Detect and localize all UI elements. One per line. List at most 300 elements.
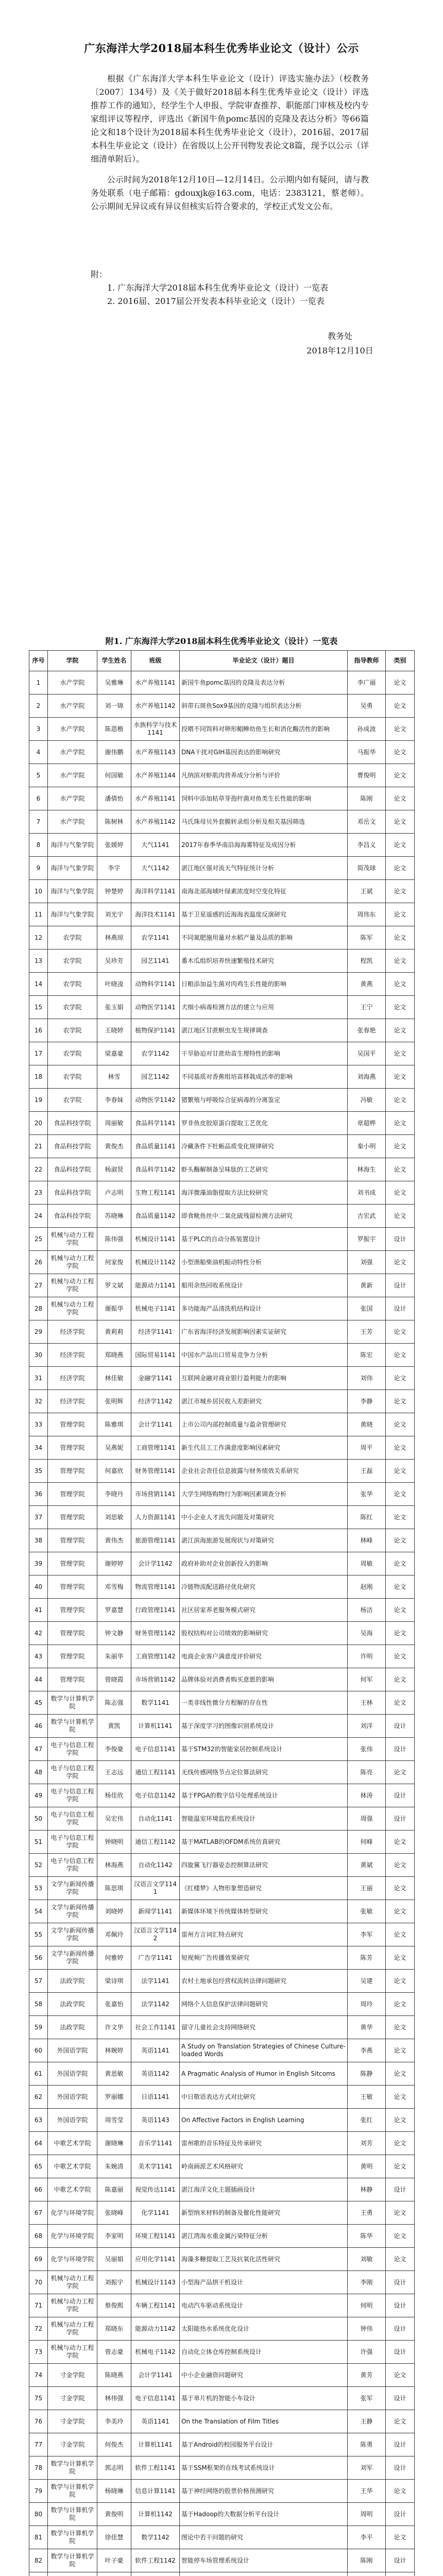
table-cell: On Affective Factors in English Learning bbox=[180, 2109, 348, 2132]
table-row bbox=[29, 1112, 415, 1135]
table-cell: 林婉婷 bbox=[97, 2039, 131, 2062]
table-cell: 51 bbox=[29, 1831, 48, 1854]
table-cell: 干旱胁迫对甘蔗幼苗生理特性的影响 bbox=[180, 1042, 348, 1065]
table-cell: 数学与计算机学院 bbox=[48, 2503, 97, 2526]
table-cell: 水产养殖1141 bbox=[131, 671, 180, 694]
table-cell: 林涛 bbox=[348, 1784, 386, 1807]
table-cell: 农学院 bbox=[48, 1019, 97, 1042]
table-cell: 软件工程1142 bbox=[131, 2549, 180, 2572]
table-cell: 43 bbox=[29, 1645, 48, 1668]
table-cell: 不同氮肥施用量对水稻产量及品质的影响 bbox=[180, 926, 348, 950]
table-cell: 基于卫星遥感的近海海表温度反演研究 bbox=[180, 903, 348, 926]
table-cell: 何雅婷 bbox=[97, 1946, 131, 1970]
table-cell: 60 bbox=[29, 2039, 48, 2062]
table-cell: 斜带石斑鱼Sox9基因的克隆与组织表达分析 bbox=[180, 694, 348, 718]
table-cell: 马振华 bbox=[348, 741, 386, 764]
table-cell: 44 bbox=[29, 1668, 48, 1691]
table-cell: 海洋与气象学院 bbox=[48, 857, 97, 880]
table-cell: 论文 bbox=[386, 1854, 415, 1877]
table-cell: 黄莉莉 bbox=[97, 1320, 131, 1344]
table-cell: 钟文静 bbox=[97, 1622, 131, 1645]
table-cell: 65 bbox=[29, 2155, 48, 2178]
table-cell: 29 bbox=[29, 1320, 48, 1344]
table-cell: 邓佩玲 bbox=[97, 1923, 131, 1946]
table-cell: 农村土地承包经营权流转法律问题研究 bbox=[180, 1970, 348, 1993]
table-cell bbox=[348, 2572, 386, 2576]
table-cell: 71 bbox=[29, 2294, 48, 2317]
table-cell: 论文 bbox=[386, 671, 415, 694]
table-cell: 张伟 bbox=[348, 1738, 386, 1761]
table-cell: 机械与动力工程学院 bbox=[48, 2271, 97, 2294]
table-cell: 42 bbox=[29, 1622, 48, 1645]
table-cell: 王晓婷 bbox=[97, 1019, 131, 1042]
table-row bbox=[29, 2526, 415, 2549]
table-cell: 谢晓琳 bbox=[97, 2132, 131, 2155]
table-cell: 黄思敏 bbox=[97, 2062, 131, 2086]
table-cell: 英语1143 bbox=[131, 2109, 180, 2132]
table-cell: 王林 bbox=[348, 1691, 386, 1715]
table-cell: 刘洋 bbox=[348, 1715, 386, 1738]
table-row bbox=[29, 834, 415, 857]
table-cell: 会计学1141 bbox=[131, 1413, 180, 1436]
table-cell: 论文 bbox=[386, 926, 415, 950]
table-cell: 管理学院 bbox=[48, 1483, 97, 1506]
table-cell: 33 bbox=[29, 1413, 48, 1436]
table-cell: 12 bbox=[29, 926, 48, 950]
table-cell: 陈嘉丽 bbox=[97, 2178, 131, 2201]
table-cell: 17 bbox=[29, 1042, 48, 1065]
table-cell: 水产养殖1144 bbox=[131, 764, 180, 787]
table-cell: 82 bbox=[29, 2549, 48, 2572]
table-cell: 农学院 bbox=[48, 1042, 97, 1065]
table-cell: 饲料中添加枯草芽孢杆菌对鱼类生长性能的影响 bbox=[180, 787, 348, 810]
table-cell: 寸金学院 bbox=[48, 2433, 97, 2456]
table-cell: 设计 bbox=[386, 2549, 415, 2572]
table-cell: 岭南画派艺术风格研究 bbox=[180, 2155, 348, 2178]
table-cell: 会计学1142 bbox=[131, 1552, 180, 1575]
table-cell: 2017年春季华南沿海海雾特征及成因分析 bbox=[180, 834, 348, 857]
table-cell: 文学与新闻传播学院 bbox=[48, 1946, 97, 1970]
table-cell: 11 bbox=[29, 903, 48, 926]
table-cell: 论文 bbox=[386, 2526, 415, 2549]
table-cell: 论文 bbox=[386, 741, 415, 764]
table-cell: 论文 bbox=[386, 1599, 415, 1622]
table-row bbox=[29, 1645, 415, 1668]
table-row bbox=[29, 1344, 415, 1367]
table-cell: 林佳敏 bbox=[97, 1367, 131, 1390]
table-cell: 53 bbox=[29, 1877, 48, 1900]
table-cell: 日语1141 bbox=[131, 2086, 180, 2109]
table-cell: 张晓峰 bbox=[97, 2201, 131, 2225]
table-cell: 李春妹 bbox=[97, 1089, 131, 1112]
table-cell: 论文 bbox=[386, 2480, 415, 2503]
table-row bbox=[29, 671, 415, 694]
table-row bbox=[29, 1228, 415, 1251]
table-cell: 论文 bbox=[386, 1344, 415, 1367]
table-cell: 食品质量1141 bbox=[131, 1135, 180, 1158]
table-cell: 水产学院 bbox=[48, 787, 97, 810]
table-cell: 中歌艺术学院 bbox=[48, 2132, 97, 2155]
table-cell: 杨淑贤 bbox=[97, 1158, 131, 1181]
table-cell: 财务管理1142 bbox=[131, 1622, 180, 1645]
table-cell: 外国语学院 bbox=[48, 2086, 97, 2109]
table-cell: 郑晓燕 bbox=[97, 1344, 131, 1367]
announcement-body bbox=[91, 72, 369, 213]
table-cell: 李昌义 bbox=[348, 834, 386, 857]
page-title: 广东海洋大学2018届本科生优秀毕业论文（设计）公示 bbox=[84, 42, 359, 55]
table-cell: 社会工作1141 bbox=[131, 2016, 180, 2039]
table-cell: 67 bbox=[29, 2201, 48, 2225]
table-cell: 论文 bbox=[386, 1460, 415, 1483]
table-cell: 设计 bbox=[386, 1784, 415, 1807]
table-cell: 一类非线性微分方程解的存在性 bbox=[180, 1691, 348, 1715]
table-cell: 设计 bbox=[386, 2433, 415, 2456]
table-cell: 黄俊明 bbox=[97, 2503, 131, 2526]
table-cell: 苏晓琳 bbox=[97, 1205, 131, 1228]
table-row bbox=[29, 2456, 415, 2480]
table-cell: 周丽敏 bbox=[97, 1112, 131, 1135]
table-cell: 论文 bbox=[386, 1761, 415, 1784]
table-row bbox=[29, 1761, 415, 1784]
table-cell: 管理学院 bbox=[48, 1413, 97, 1436]
table-cell: 78 bbox=[29, 2456, 48, 2480]
table-row bbox=[29, 2016, 415, 2039]
table-cell: A Study on Translation Strategies of Chinese Culture-loaded Words bbox=[180, 2039, 348, 2062]
table-cell: 中歌艺术学院 bbox=[48, 2155, 97, 2178]
table-cell: 法政学院 bbox=[48, 2016, 97, 2039]
table-row bbox=[29, 2155, 415, 2178]
table-cell: 文学与新闻传播学院 bbox=[48, 1877, 97, 1900]
table-row bbox=[29, 2086, 415, 2109]
table-cell: 杨晓琳 bbox=[97, 2480, 131, 2503]
table-cell: 55 bbox=[29, 1923, 48, 1946]
table-cell: 54 bbox=[29, 1900, 48, 1923]
table-row bbox=[29, 2549, 415, 2572]
table-cell: 视觉传达1141 bbox=[131, 2178, 180, 2201]
table-cell: 数学与计算机学院 bbox=[48, 2480, 97, 2503]
table1-header-row bbox=[29, 651, 415, 671]
table-cell: 76 bbox=[29, 2410, 48, 2433]
table-cell: 管理学院 bbox=[48, 1599, 97, 1622]
table-cell: 李家明 bbox=[97, 2225, 131, 2248]
table-row bbox=[29, 973, 415, 996]
table-cell: 叶晓凌 bbox=[97, 973, 131, 996]
table-row bbox=[29, 1970, 415, 1993]
attachment-list bbox=[91, 268, 369, 308]
table-row bbox=[29, 1993, 415, 2016]
table-cell: 49 bbox=[29, 1784, 48, 1807]
table-cell: 郭志明 bbox=[97, 2456, 131, 2480]
table-cell: 中日敬语表达方式对比研究 bbox=[180, 2086, 348, 2109]
table-cell: 罗振宇 bbox=[348, 1228, 386, 1251]
table-cell: 论文 bbox=[386, 2132, 415, 2155]
table-cell: 机械电子1142 bbox=[131, 2341, 180, 2364]
table-cell: 2 bbox=[29, 694, 48, 718]
table-cell: 论文 bbox=[386, 1506, 415, 1529]
table-cell: 陈勇 bbox=[348, 2433, 386, 2456]
table-cell: 机械设计1143 bbox=[131, 2271, 180, 2294]
table-cell: 论文 bbox=[386, 950, 415, 973]
table-cell: 上市公司内部控制质量与盈余管理研究 bbox=[180, 1413, 348, 1436]
table-cell: 31 bbox=[29, 1367, 48, 1390]
table-cell: 钟伟 bbox=[348, 2317, 386, 2341]
table-cell: 58 bbox=[29, 1993, 48, 2016]
table-cell: 化学与环境学院 bbox=[48, 2225, 97, 2248]
table-cell: 陈伟强 bbox=[97, 1228, 131, 1251]
table-cell: 管理学院 bbox=[48, 1436, 97, 1460]
table-cell: 论文 bbox=[386, 1112, 415, 1135]
table-row bbox=[29, 2132, 415, 2155]
table-row bbox=[29, 694, 415, 718]
table-cell: 会计学1141 bbox=[131, 2364, 180, 2387]
table1-header-cell: 学院 bbox=[48, 651, 97, 671]
table-row bbox=[29, 2317, 415, 2341]
table-cell: 王斌 bbox=[348, 880, 386, 903]
table-cell: 设计 bbox=[386, 2178, 415, 2201]
table-row bbox=[29, 926, 415, 950]
table-cell: 外国语学院 bbox=[48, 2109, 97, 2132]
table-cell: 25 bbox=[29, 1228, 48, 1251]
table-cell: 电子与信息工程学院 bbox=[48, 1784, 97, 1807]
table-cell: 政府补助对企业创新投入的影响 bbox=[180, 1552, 348, 1575]
table-cell: 海洋科学1141 bbox=[131, 880, 180, 903]
table-cell: 论文 bbox=[386, 1691, 415, 1715]
table-cell: 短视频广告传播效果研究 bbox=[180, 1946, 348, 1970]
table-cell: 水产养殖1141 bbox=[131, 787, 180, 810]
table-cell: 朱丽华 bbox=[97, 1645, 131, 1668]
table-cell: 论文 bbox=[386, 2201, 415, 2225]
table-cell: 国际贸易1141 bbox=[131, 1344, 180, 1367]
table-cell: 机械与动力工程学院 bbox=[48, 1228, 97, 1251]
table-cell: 论文 bbox=[386, 903, 415, 926]
table-cell: 7 bbox=[29, 810, 48, 834]
table-cell: 朱婉清 bbox=[97, 2155, 131, 2178]
table-cell: 刘振宇 bbox=[97, 2271, 131, 2294]
table-cell: 32 bbox=[29, 1390, 48, 1413]
table-row bbox=[29, 1158, 415, 1181]
table-cell: 黄新 bbox=[348, 1274, 386, 1297]
table-cell: 王静 bbox=[348, 2410, 386, 2433]
table-cell: 69 bbox=[29, 2248, 48, 2271]
table-cell: 14 bbox=[29, 973, 48, 996]
table-cell: 许文华 bbox=[97, 2016, 131, 2039]
table-cell: 市场营销1141 bbox=[131, 1483, 180, 1506]
table-cell: 赵刚 bbox=[348, 1575, 386, 1599]
table-cell: 论文 bbox=[386, 810, 415, 834]
table-cell: 大气1141 bbox=[131, 834, 180, 857]
table-cell: 金融学1141 bbox=[131, 1367, 180, 1390]
table-cell: 刘敏 bbox=[348, 2248, 386, 2271]
table-cell: 财务管理1141 bbox=[131, 1460, 180, 1483]
table-cell: 植物保护1141 bbox=[131, 1019, 180, 1042]
table-cell: 66 bbox=[29, 2178, 48, 2201]
table-cell: 软件工程1141 bbox=[131, 2456, 180, 2480]
table-cell: 计算机1142 bbox=[131, 2503, 180, 2526]
table-cell: 大学生网络购物行为影响因素调查分析 bbox=[180, 1483, 348, 1506]
table-cell: 设计 bbox=[386, 2271, 415, 2294]
table-cell: 5 bbox=[29, 764, 48, 787]
table-row bbox=[29, 996, 415, 1019]
table-cell: 人力资源1141 bbox=[131, 1506, 180, 1529]
table-cell: 陈恩楷 bbox=[97, 718, 131, 741]
attachment-item-2: 2. 2016届、2017届公开发表本科毕业论文（设计）一览表 bbox=[107, 296, 325, 306]
table-cell: 论文 bbox=[386, 2410, 415, 2433]
table-cell: 3 bbox=[29, 718, 48, 741]
table-cell: 论文 bbox=[386, 1645, 415, 1668]
table-cell: 能源动力1142 bbox=[131, 2317, 180, 2341]
table-cell: 网络个人信息保护法律问题研究 bbox=[180, 1993, 348, 2016]
table-cell: 刘强 bbox=[348, 1251, 386, 1274]
table-cell: 许强 bbox=[348, 2341, 386, 2364]
table-cell: 四旋翼飞行器姿态控制算法研究 bbox=[180, 1854, 348, 1877]
table-cell: 法学1141 bbox=[131, 1970, 180, 1993]
table-row bbox=[29, 2039, 415, 2062]
table-cell: 陈静 bbox=[348, 2062, 386, 2086]
table-cell: 外国语学院 bbox=[48, 2039, 97, 2062]
table-cell: 电子与信息工程学院 bbox=[48, 1831, 97, 1854]
table-cell: 智能停车场管理系统设计 bbox=[180, 2549, 348, 2572]
table-cell: 林海燕 bbox=[97, 1854, 131, 1877]
table-cell: 管理学院 bbox=[48, 1552, 97, 1575]
table-cell: 75 bbox=[29, 2387, 48, 2410]
table-cell: 王华 bbox=[348, 2480, 386, 2503]
table-cell: 经济学院 bbox=[48, 1390, 97, 1413]
table-cell: 论文 bbox=[386, 973, 415, 996]
table-cell: 77 bbox=[29, 2433, 48, 2456]
table-row bbox=[29, 2572, 415, 2576]
table-cell: 论文 bbox=[386, 2248, 415, 2271]
table-cell: 35 bbox=[29, 1460, 48, 1483]
table-row bbox=[29, 718, 415, 741]
table-cell: 设计 bbox=[386, 1297, 415, 1320]
table-cell: 王宁 bbox=[348, 996, 386, 1019]
table-row bbox=[29, 1089, 415, 1112]
table-cell: 李平 bbox=[348, 2526, 386, 2549]
table-cell: 企业社会责任信息披露与财务绩效关系研究 bbox=[180, 1460, 348, 1483]
table-cell: 法政学院 bbox=[48, 1993, 97, 2016]
table-cell: 新生代员工工作满意度影响因素研究 bbox=[180, 1436, 348, 1460]
table-cell: 机械设计1142 bbox=[131, 1251, 180, 1274]
table-row bbox=[29, 1367, 415, 1390]
table-cell: 周明 bbox=[348, 2503, 386, 2526]
table-cell: 新型纳米材料的制备及催化性能研究 bbox=[180, 2201, 348, 2225]
table-cell: 论文 bbox=[386, 996, 415, 1019]
table-cell: 农学院 bbox=[48, 926, 97, 950]
table-cell: 基于Hadoop的大数据分析平台设计 bbox=[180, 2503, 348, 2526]
table-cell: 15 bbox=[29, 996, 48, 1019]
table-cell: 论文 bbox=[386, 1251, 415, 1274]
table-cell: 24 bbox=[29, 1205, 48, 1228]
table-row bbox=[29, 2387, 415, 2410]
table-cell: 不同基质对香蕉组培苗移栽成活率的影响 bbox=[180, 1065, 348, 1089]
table-cell: 吴燕妮 bbox=[97, 1436, 131, 1460]
table-cell: 智能温室环境监控系统设计 bbox=[180, 1807, 348, 1831]
table-cell: 论文 bbox=[386, 1877, 415, 1900]
table-cell: 农学院 bbox=[48, 996, 97, 1019]
table-cell: 孙成波 bbox=[348, 718, 386, 741]
table-cell: 中小企业融资问题研究 bbox=[180, 2364, 348, 2387]
table-cell: 信息计算1141 bbox=[131, 2480, 180, 2503]
table-cell: 化学1141 bbox=[131, 2201, 180, 2225]
table-cell: 设计 bbox=[386, 1715, 415, 1738]
table-cell: 22 bbox=[29, 1158, 48, 1181]
table-cell: 论文 bbox=[386, 1089, 415, 1112]
table-cell: 船用余热回收系统设计 bbox=[180, 1274, 348, 1297]
table-cell: 41 bbox=[29, 1599, 48, 1622]
table-row bbox=[29, 1205, 415, 1228]
table-cell: 曾志豪 bbox=[97, 2341, 131, 2364]
table-cell: 基于神经网络的股票价格预测研究 bbox=[180, 2480, 348, 2503]
table-cell: 社区居家养老服务模式研究 bbox=[180, 1599, 348, 1622]
table-cell: 论文 bbox=[386, 1158, 415, 1181]
table-cell: 管理学院 bbox=[48, 1460, 97, 1483]
table-row bbox=[29, 2271, 415, 2294]
table-cell: 经济学1141 bbox=[131, 1320, 180, 1344]
table-cell: 张军 bbox=[348, 2387, 386, 2410]
table-cell: 海洋技术1141 bbox=[131, 903, 180, 926]
table-row bbox=[29, 857, 415, 880]
table-cell: 海洋与气象学院 bbox=[48, 880, 97, 903]
table-cell bbox=[180, 2572, 348, 2576]
table-cell bbox=[386, 2572, 415, 2576]
table-cell: 农学1141 bbox=[131, 926, 180, 950]
table-cell: 电子与信息工程学院 bbox=[48, 1761, 97, 1784]
table-cell: 林海生 bbox=[348, 1158, 386, 1181]
table-cell: 梁诗琪 bbox=[97, 1970, 131, 1993]
table-cell: 何明 bbox=[348, 2294, 386, 2317]
table-cell: 杨洁 bbox=[348, 1599, 386, 1622]
table-cell: 林静 bbox=[348, 2178, 386, 2201]
table-cell: 章超桦 bbox=[348, 1112, 386, 1135]
table-row bbox=[29, 1506, 415, 1529]
table-cell: 70 bbox=[29, 2271, 48, 2294]
table-row bbox=[29, 2109, 415, 2132]
paragraph-1: 根据《广东海洋大学本科生毕业论文（设计）评选实施办法》（校教务〔2007〕134号）及《关于做好2018届本科生优秀毕业论文（设计）评选推荐工作的通知》，经学生个人申报、学院审查推荐、职能部门审核及校内专家组评议等程序，评选出《新国牛鱼pomc基因的克隆及表达分析》等66篇论文和18个设计为2018届本科生优秀毕业论文（设计），2016届、2017届本科生毕业论文（设计）在省级以上公开刊物发表论文8篇，现予以公示（详细清单附后）。 bbox=[91, 74, 369, 164]
table-cell: 简茂球 bbox=[348, 857, 386, 880]
table-cell: 黄华 bbox=[348, 2016, 386, 2039]
table-cell: 文学与新闻传播学院 bbox=[48, 1900, 97, 1923]
table-row bbox=[29, 1181, 415, 1205]
table-cell: 47 bbox=[29, 1738, 48, 1761]
table-row bbox=[29, 880, 415, 903]
table-cell: 4 bbox=[29, 741, 48, 764]
table-cell: 英语1141 bbox=[131, 2039, 180, 2062]
table-cell: 16 bbox=[29, 1019, 48, 1042]
table1-header-cell: 学生姓名 bbox=[97, 651, 131, 671]
table-row bbox=[29, 1831, 415, 1854]
table-cell: 基于STM32的智能家居控制系统设计 bbox=[180, 1738, 348, 1761]
table-cell: 水产学院 bbox=[48, 694, 97, 718]
table-cell: 李宇 bbox=[97, 857, 131, 880]
table-cell: 48 bbox=[29, 1761, 48, 1784]
table-cell: 电子信息1141 bbox=[131, 1738, 180, 1761]
table-cell: 海藻多糖提取工艺及抗氧化活性研究 bbox=[180, 2248, 348, 2271]
table-row bbox=[29, 1900, 415, 1923]
table-cell: 56 bbox=[29, 1946, 48, 1970]
table-cell: 海洋与气象学院 bbox=[48, 834, 97, 857]
table-cell: 杨佳欣 bbox=[97, 1784, 131, 1807]
table-cell: 新闻学1141 bbox=[131, 1900, 180, 1923]
table-cell: 李晓丹 bbox=[97, 1483, 131, 1506]
table-cell: 设计 bbox=[386, 1274, 415, 1297]
table-cell: 34 bbox=[29, 1436, 48, 1460]
table-cell: 张媛婷 bbox=[97, 834, 131, 857]
table-cell: 李广丽 bbox=[348, 671, 386, 694]
table-cell: 寸金学院 bbox=[48, 2364, 97, 2387]
table-cell: 动物科学1141 bbox=[131, 973, 180, 996]
table-cell: 电子与信息工程学院 bbox=[48, 1738, 97, 1761]
table-cell: 食品科学1141 bbox=[131, 1112, 180, 1135]
